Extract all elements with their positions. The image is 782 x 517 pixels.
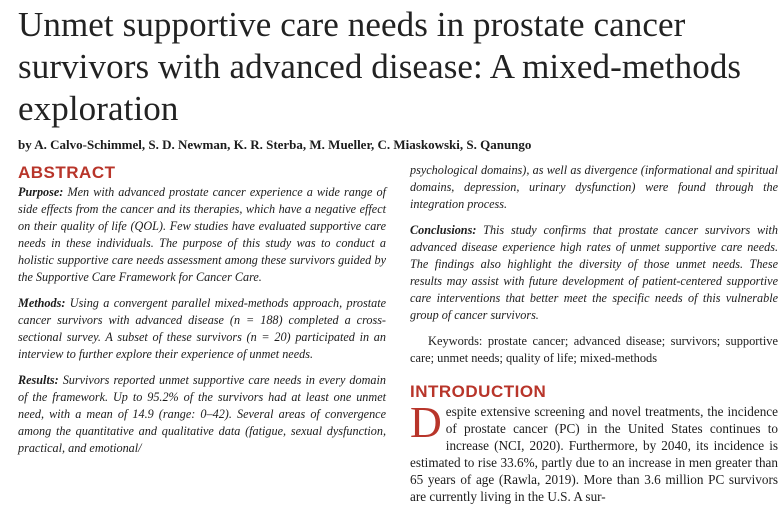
conclusions-text: This study confirms that prostate cancer survivors with advanced disease experience high rates of unmet supportive care needs. The findings also highlight the diversity of those unmet needs. These results may assist with future development of patient-centered supportive care interventions that better meet the specific needs of this vulnerable group of cancer survivors.: [410, 223, 778, 322]
purpose-text: Men with advanced prostate cancer experience a wide range of side effects from the cancer and its therapies, which have a negative effect on their quality of life (QOL). Few studies have evaluated supportive care needs in these individuals. The purpose of this study was to conduct a holistic supportive care needs assessment among these survivors guided by the Supportive Care Framework for Cancer Care.: [18, 185, 386, 284]
author-list: by A. Calvo-Schimmel, S. D. Newman, K. R. Sterba, M. Mueller, C. Miaskowski, S. Qanungo: [18, 137, 532, 152]
introduction-body: [410, 398, 778, 505]
left-column: [18, 162, 386, 457]
results-text: Survivors reported unmet supportive care needs in every domain of the framework. Up to 95.2% of the survivors had at least one unmet need, with a mean of 14.9 (range: 0–42). Several areas of convergence among the quantitative and qualitative data (fatigue, sexual dysfunction, practical, and emotional/: [18, 373, 386, 455]
drop-cap: D: [410, 398, 442, 447]
abstract-methods: [18, 295, 386, 363]
methods-label: Methods:: [18, 296, 66, 310]
methods-text: Using a convergent parallel mixed-methods approach, prostate cancer survivors with advanced disease (n = 188) completed a cross-sectional survey. A subset of these survivors (n = 20) participated in an interview to further explore their experience of unmet needs.: [18, 296, 386, 361]
right-column: [410, 162, 778, 505]
abstract-results-continued: psychological domains), as well as divergence (informational and spiritual domains, depression, urinary dysfunction) were found through the integration process.: [410, 163, 778, 211]
abstract-conclusions: [410, 222, 778, 324]
abstract-purpose: [18, 184, 386, 286]
keywords: Keywords: prostate cancer; advanced disease; survivors; supportive care; unmet needs; quality of life; mixed-methods: [410, 334, 778, 365]
introduction-heading: INTRODUCTION: [410, 382, 547, 401]
conclusions-label: Conclusions:: [410, 223, 477, 237]
abstract-heading: ABSTRACT: [18, 163, 116, 182]
introduction-text: espite extensive screening and novel treatments, the incidence of prostate cancer (PC) in the United States continues to increase (NCI, 2020). Furthermore, by 2040, its incidence is estimated to rise 33.6%, partly due to an increase in men greater than 65 years of age (Rawla, 2019). More than 3.6 million PC survivors are currently living in the U.S. A sur-: [410, 404, 778, 504]
abstract-results: [18, 372, 386, 457]
purpose-label: Purpose:: [18, 185, 64, 199]
article-title: Unmet supportive care needs in prostate cancer survivors with advanced disease: A mixed-methods exploration: [18, 5, 742, 128]
results-label: Results:: [18, 373, 59, 387]
